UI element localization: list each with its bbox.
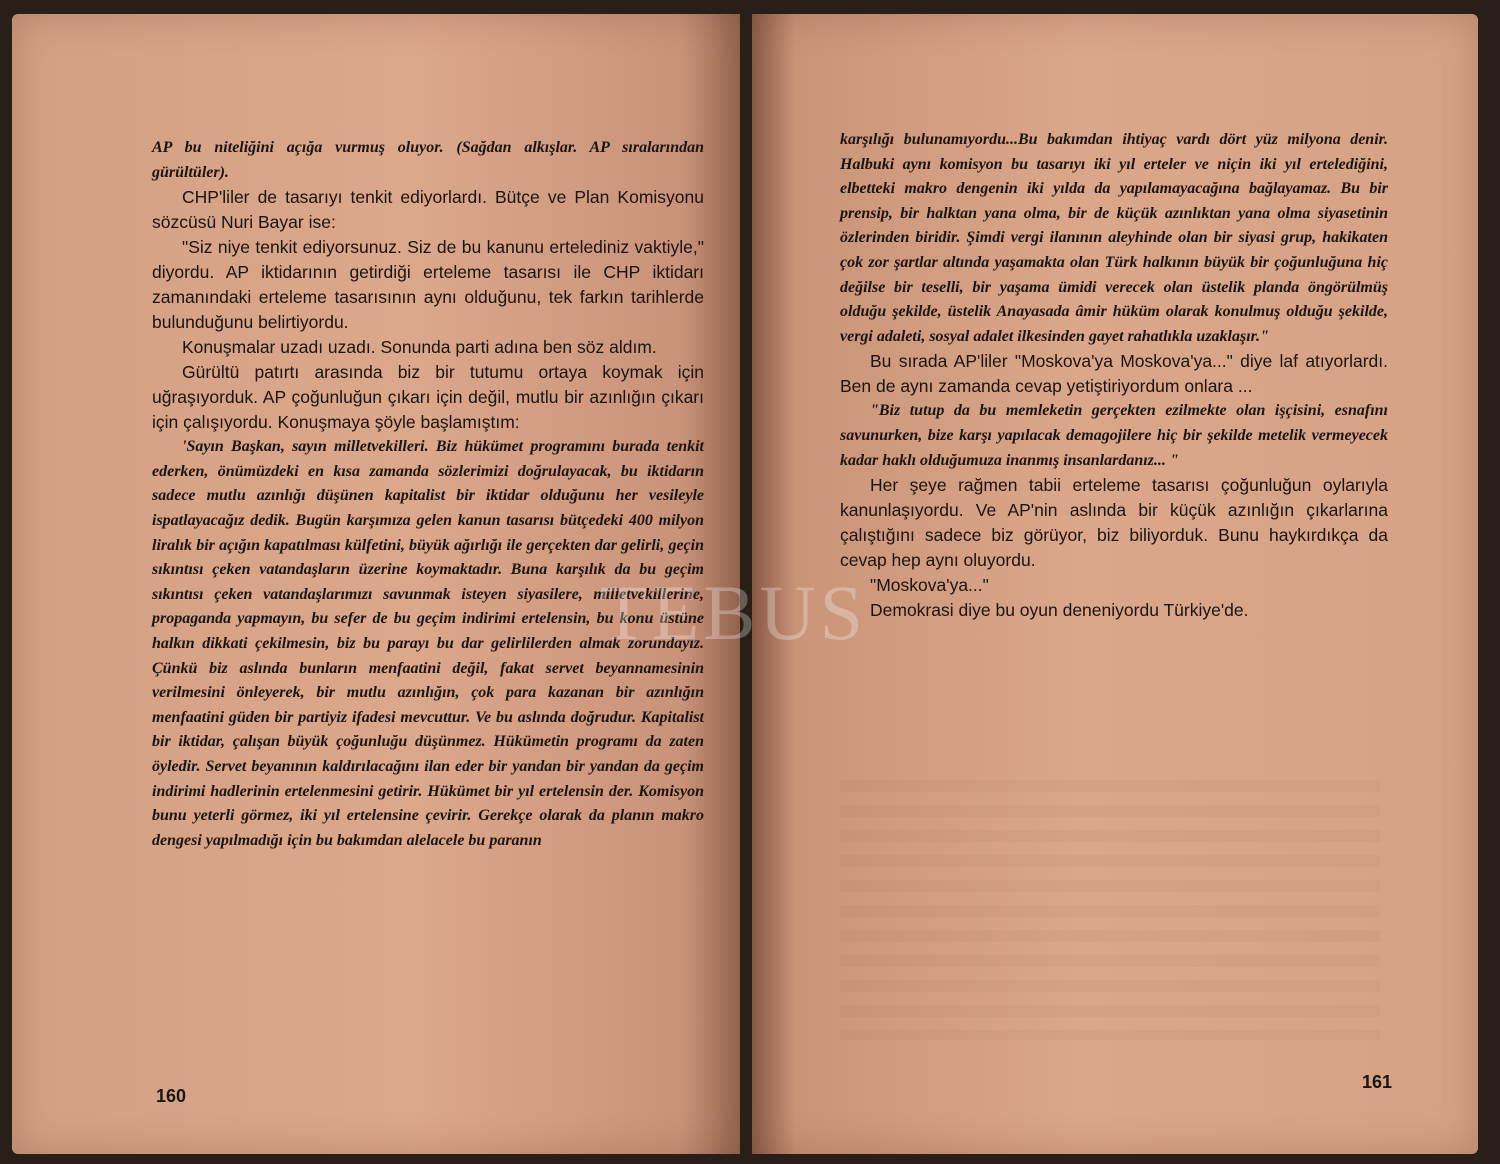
paragraph: Bu sırada AP'liler "Moskova'ya Moskova'ya..." diye laf atıyorlardı. Ben de aynı zamanda cevap yetiştiriyordum onlara ... (840, 351, 1388, 397)
paragraph: AP bu niteliğini açığa vurmuş oluyor. (Sağdan alkışlar. AP sıralarından gürültüler). (152, 139, 704, 181)
paragraph: Demokrasi diye bu oyun deneniyordu Türkiye'de. (870, 600, 1249, 621)
paragraph: 'Sayın Başkan, sayın milletvekilleri. Biz hükümet programını burada tenkit ederken, önümüzdeki en kısa zamanda sözlerimizi doğrulayacak, bu iktidarın sadece mutlu azınlığı düşünen kapitalist bir iktidar olduğunu her vesileyle ispatlayacağız dedik. Bugün karşımıza gelen kanun tasarısı bütçedeki 400 milyon liralık bir açığın kapatılması külfetini, büyük ağırlığı ile gerçekten dar gelirli, geçin sıkıntısı çeken vatandaşların üzerine koymaktadır. Buna karşılık da bu geçim sıkıntısı çeken vatandaşlarımızı savunmak isteyen siyasilere, milletvekillerine, propaganda yapmayın, bu sefer de bu geçim indirimi ertelensin, bu konu üstüne halkın dikkati çekilmesin, biz bu parayı bu dar gelirlilerden almak zorundayız. Çünkü biz aslında bunların menfaatini değil, fakat servet beyannamesinin verilmesini önleyerek, bir mutlu azınlığın, çok para kazanan bir azınlığın menfaatini güden bir partiyiz ifadesi mevcuttur. Ve bu aslında doğrudur. Kapitalist bir iktidar, çalışan büyük çoğunluğu düşünmez. Hükümetin programı da zaten öyledir. Servet beyanının kaldırılacağını ilan eder bir yandan bir yandan da geçim indirimi hadlerinin ertelenmesini getirir. Hükümet bir yıl ertelensin der. Komisyon bunu yeterli görmez, iki yıl ertelensine çevirir. Gerekçe olarak da planın makro dengesi yapılmadığı için bu bakımdan alelacele bu paranın (152, 438, 704, 849)
paragraph: "Biz tutup da bu memleketin gerçekten ezilmekte olan işçisini, esnafını savunurken, bize karşı yapılacak demagojilere hiç bir şekilde metelik vermeyecek kadar haklı olduğumuza inanmış insanlardanız... " (840, 402, 1388, 469)
paragraph: "Siz niye tenkit ediyorsunuz. Siz de bu kanunu ertelediniz vaktiyle," diyordu. AP iktidarının getirdiği erteleme tasarısı ile CHP iktidarı zamanındaki erteleme tasarısının aynı olduğunu, tek farkın tarihlerde bulunduğunu belirtiyordu. (152, 237, 704, 333)
left-page (12, 14, 740, 1154)
page-number: 160 (156, 1086, 187, 1106)
paragraph: Gürültü patırtı arasında biz bir tutumu ortaya koymak için uğraşıyorduk. AP çoğunluğun çıkarı için değil, mutlu bir azınlığın çıkarı için çalışıyordu. Konuşmaya şöyle başlamıştım: (152, 362, 704, 433)
paragraph: Konuşmalar uzadı uzadı. Sonunda parti adına ben söz aldım. (182, 337, 657, 358)
page-number: 161 (1362, 1072, 1393, 1092)
watermark: TEBUS (600, 569, 868, 656)
left-page-text (152, 136, 704, 853)
right-page-text (840, 128, 1388, 623)
paragraph: "Moskova'ya..." (870, 575, 989, 596)
paragraph: CHP'liler de tasarıyı tenkit ediyorlardı. Bütçe ve Plan Komisyonu sözcüsü Nuri Bayar ise: (152, 187, 704, 233)
paragraph: karşılığı bulunamıyordu...Bu bakımdan ihtiyaç vardı dört yüz milyona denir. Halbuki aynı komisyon bu tasarıyı iki yıl erteler ve niçin iki yıl ertelediğini, elbetteki makro dengenin iki yılda da yapılamayacağına bağlayamaz. Bu bir prensip, bir halktan yana olma, bir de küçük azınlıktan yana olma siyasetinin özlerinden biridir. Şimdi vergi ilanının aleyhinde olan bir siyasi grup, hakikaten çok zor şartlar altında yaşamakta olan Türk halkının büyük bir çoğunluğuna hiç değilse bir teselli, bir yaşama ümidi verecek olan üstelik planda öngörülmüş olduğu şekilde, üstelik Anayasada âmir hüküm olarak konulmuş olduğu şekilde, vergi adaleti, sosyal adalet ilkesinden gayet rahatlıkla uzaklaşır." (840, 131, 1388, 345)
show-through-text (840, 780, 1380, 1040)
paragraph: Her şeye rağmen tabii erteleme tasarısı çoğunluğun oylarıyla kanunlaşıyordu. Ve AP'nin aslında bir küçük azınlığın çıkarlarına çalıştığını sadece biz görüyor, biz biliyorduk. Bunu haykırdıkça da cevap hep aynı oluyordu. (840, 475, 1388, 571)
